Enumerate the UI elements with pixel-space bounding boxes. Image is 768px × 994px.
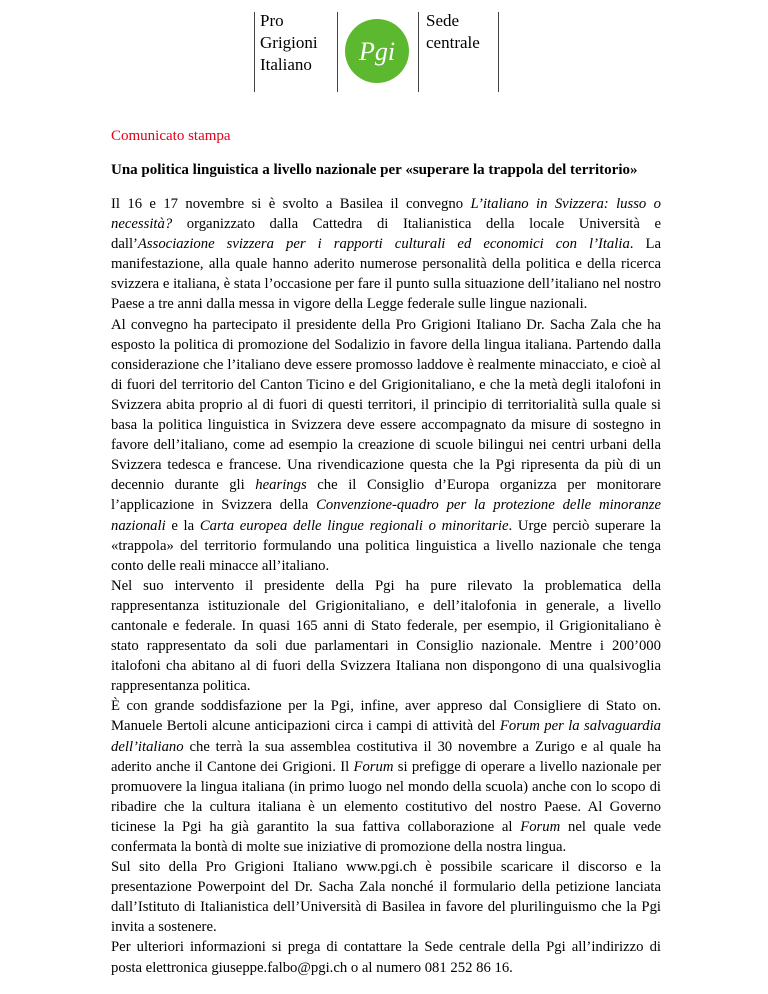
italic-text: Convenzione-quadro per la protezione delle minoranze nazionali bbox=[111, 497, 661, 534]
body-paragraph bbox=[111, 315, 661, 576]
org-name-line: Italiano bbox=[260, 55, 312, 74]
text-run: organizzato dalla Cattedra di Italianistica della locale Università e dall’ bbox=[111, 216, 661, 253]
text-run: È con grande soddisfazione per la Pgi, infine, aver appreso dal Consigliere di Stato on. Manuele Bertoli alcune anticipazioni circa i campi di attività del bbox=[111, 698, 661, 735]
body-paragraph bbox=[111, 857, 661, 937]
logo-text: Pgi bbox=[358, 37, 396, 66]
text-run: Per ulteriori informazioni si prega di contattare la Sede centrale della Pgi all’indirizzo di posta elettronica giuseppe.falbo@pgi.ch o al numero 081 252 86 16. bbox=[111, 939, 661, 976]
text-run: che terrà la sua assemblea costitutiva il 30 novembre a Zurigo e al quale ha aderito anche il Cantone dei Grigioni. Il bbox=[111, 738, 661, 775]
divider-right bbox=[498, 12, 499, 92]
text-run: e la bbox=[165, 517, 200, 534]
text-run: nel quale vede confermata la bontà di molte sue iniziative di promozione della nostra lingua. bbox=[111, 818, 661, 855]
italic-text: Forum bbox=[353, 758, 394, 775]
italic-text: Forum per la salvaguardia dell’italiano bbox=[111, 718, 661, 755]
body-paragraph bbox=[111, 194, 661, 315]
text-run: . Urge perciò superare la «trappola» del territorio formulando una politica linguistica a livello nazionale che tenga conto delle reali minacce all’italiano. bbox=[111, 517, 661, 574]
letterhead bbox=[0, 0, 768, 100]
italic-text: L’italiano in Svizzera: lusso o necessità? bbox=[111, 196, 661, 233]
text-run: si prefigge di operare a livello nazionale per promuovere la lingua italiana (in primo luogo nel mondo della scuola) anche con lo scopo di ribadire che la cultura italiana è un elemento costitutivo del nostro Paese. Al Governo ticinese la Pgi ha già garantito la sua fattiva collaborazione al bbox=[111, 758, 661, 835]
pgi-logo bbox=[344, 18, 410, 84]
office-name bbox=[426, 10, 480, 54]
text-run: che il Consiglio d’Europa organizza per monitorare l’applicazione in Svizzera della bbox=[111, 477, 662, 514]
org-name-line: Grigioni bbox=[260, 33, 318, 52]
divider-left bbox=[254, 12, 255, 92]
italic-text: Carta europea delle lingue regionali o minoritarie bbox=[199, 517, 509, 534]
organization-name bbox=[260, 10, 318, 76]
text-run: . La manifestazione, alla quale hanno aderito numerose personalità della politica e della ricerca svizzera e italiana, è stata l’occasione per fare il punto sulla situazione dell’italiano nel nostro Paese a tre anni dalla messa in vigore della Legge federale sulle lingue nazionali. bbox=[111, 236, 662, 313]
office-line: centrale bbox=[426, 33, 480, 52]
text-run: Sul sito della Pro Grigioni Italiano www.pgi.ch è possibile scaricare il discorso e la presentazione Powerpoint del Dr. Sacha Zala nonché il formulario della petizione lanciata dall’Istituto di Italianistica dell’Università di Basilea in favore del plurilinguismo che la Pgi invita a sostenere. bbox=[111, 859, 661, 936]
text-run: Il 16 e 17 novembre si è svolto a Basilea il convegno bbox=[111, 196, 471, 212]
body-paragraph bbox=[111, 696, 661, 857]
office-line: Sede bbox=[426, 11, 460, 30]
body-paragraph bbox=[111, 937, 661, 977]
article-body bbox=[111, 194, 661, 978]
italic-text: Associazione svizzera per i rapporti culturali ed economici con l’Italia bbox=[137, 236, 630, 253]
italic-text: Forum bbox=[520, 818, 561, 835]
headline: Una politica linguistica a livello nazionale per «superare la trappola del territorio» bbox=[111, 162, 638, 178]
body-paragraph bbox=[111, 576, 661, 697]
press-release-label: Comunicato stampa bbox=[111, 128, 231, 144]
org-name-line: Pro bbox=[260, 11, 284, 30]
text-run: Nel suo intervento il presidente della Pgi ha pure rilevato la problematica della rappresentanza istituzionale del Grigionitaliano, e dell’italofonia in generale, a livello cantonale e federale. In quasi 165 anni di Stato federale, per esempio, il Grigionitaliano è stato rappresentato da soli due parlamentari in Consiglio nazionale. Mentre i 200’000 italofoni cha abitano al di fuori della Svizzera Italiana non dispongono di una qualsivoglia rappresentanza politica. bbox=[111, 577, 661, 695]
text-run: Al convegno ha partecipato il presidente della Pro Grigioni Italiano Dr. Sacha Zala che ha esposto la politica di promozione del Sodalizio in favore della lingua italiana. Partendo dalla considerazione che l’italiano deve essere promosso laddove è realmente minacciato, e cioè al di fuori del territorio del Canton Ticino e del Grigionitaliano, e che la metà degli italofoni in Svizzera abita proprio al di fuori di questi territori, il principio di territorialità sulla quale si basa la politica linguistica in Svizzera deve essere accompagnato da misure di sostegno in favore dell’italiano, come ad esempio la creazione di scuole bilingui nei centri urbani della Svizzera tedesca e francese. Una rivendicazione questa che la Pgi ripresenta da più di un decennio durante gli bbox=[111, 316, 661, 494]
divider-mid-left bbox=[337, 12, 338, 92]
divider-mid-right bbox=[418, 12, 419, 92]
italic-text: hearings bbox=[255, 477, 307, 494]
